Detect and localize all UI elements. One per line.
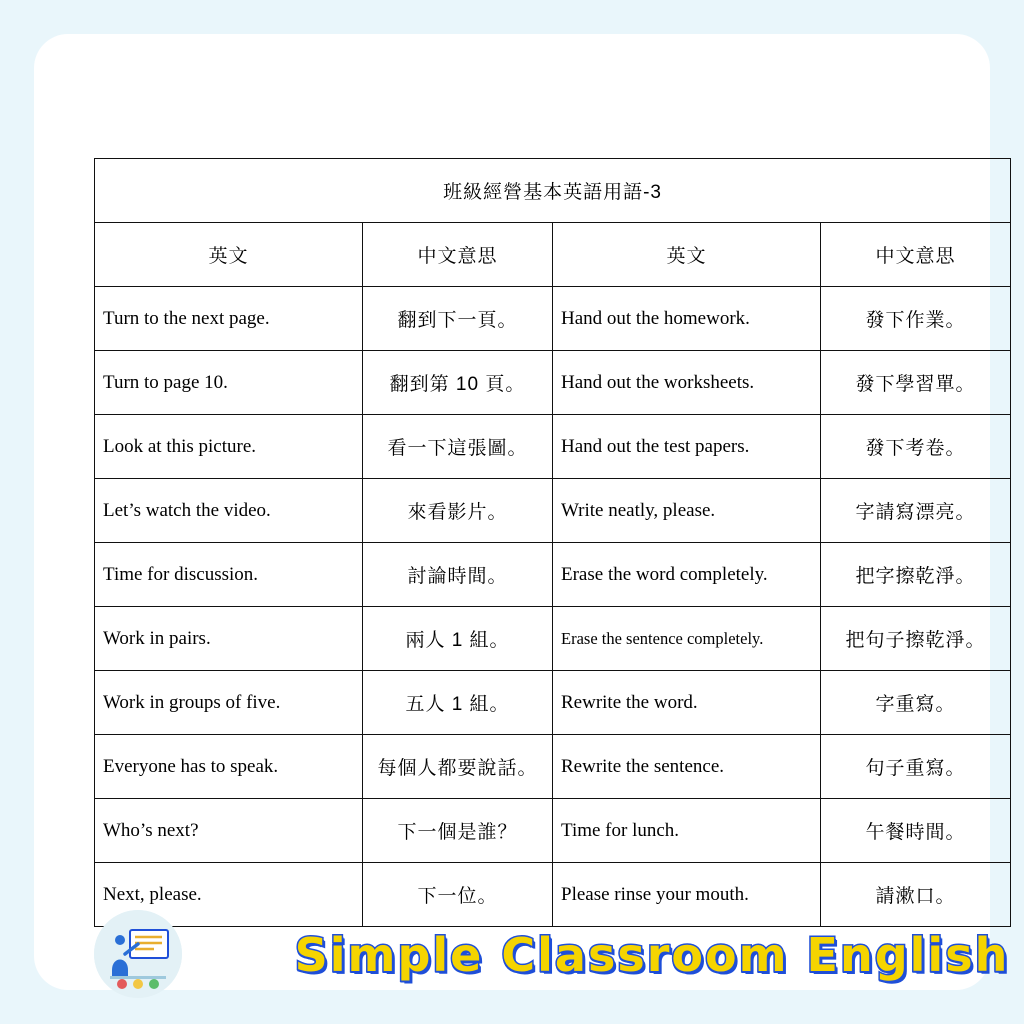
cell-chinese-left: 討論時間。 — [363, 543, 553, 607]
cell-chinese-right: 把字擦乾淨。 — [821, 543, 1011, 607]
cell-chinese-left: 下一個是誰？ — [363, 799, 553, 863]
column-header-english-1: 英文 — [95, 223, 363, 287]
cell-chinese-right: 字重寫。 — [821, 671, 1011, 735]
cell-english-left: Everyone has to speak. — [95, 735, 363, 799]
cell-english-left: Turn to the next page. — [95, 287, 363, 351]
cell-english-left: Work in groups of five. — [95, 671, 363, 735]
cell-english-right: Erase the word completely. — [553, 543, 821, 607]
cell-chinese-left: 每個人都要說話。 — [363, 735, 553, 799]
cell-chinese-right: 發下學習單。 — [821, 351, 1011, 415]
cell-chinese-left: 五人 1 組。 — [363, 671, 553, 735]
table-row — [95, 543, 1011, 607]
teacher-whiteboard-logo-icon — [94, 910, 182, 998]
cell-chinese-left: 翻到第 10 頁。 — [363, 351, 553, 415]
cell-english-left: Let’s watch the video. — [95, 479, 363, 543]
cell-chinese-right: 字請寫漂亮。 — [821, 479, 1011, 543]
cell-english-left: Time for discussion. — [95, 543, 363, 607]
table-row — [95, 479, 1011, 543]
table-row — [95, 799, 1011, 863]
cell-chinese-right: 午餐時間。 — [821, 799, 1011, 863]
cell-chinese-left: 來看影片。 — [363, 479, 553, 543]
cell-english-right: Erase the sentence completely. — [553, 607, 821, 671]
cell-english-left: Turn to page 10. — [95, 351, 363, 415]
brand-title — [294, 916, 1010, 996]
cell-chinese-right: 發下考卷。 — [821, 415, 1011, 479]
cell-english-right: Hand out the test papers. — [553, 415, 821, 479]
column-header-chinese-1: 中文意思 — [363, 223, 553, 287]
cell-chinese-right: 請漱口。 — [821, 863, 1011, 927]
table-row — [95, 415, 1011, 479]
cell-chinese-right: 把句子擦乾淨。 — [821, 607, 1011, 671]
cell-english-left: Work in pairs. — [95, 607, 363, 671]
cell-english-right: Hand out the homework. — [553, 287, 821, 351]
table-row — [95, 735, 1011, 799]
cell-english-right: Time for lunch. — [553, 799, 821, 863]
column-header-chinese-2: 中文意思 — [821, 223, 1011, 287]
cell-english-right: Please rinse your mouth. — [553, 863, 821, 927]
cell-english-right: Write neatly, please. — [553, 479, 821, 543]
cell-chinese-right: 句子重寫。 — [821, 735, 1011, 799]
cell-chinese-left: 翻到下一頁。 — [363, 287, 553, 351]
cell-english-right: Rewrite the sentence. — [553, 735, 821, 799]
cell-english-left: Next, please. — [95, 863, 363, 927]
cell-english-right: Rewrite the word. — [553, 671, 821, 735]
cell-chinese-right: 發下作業。 — [821, 287, 1011, 351]
column-header-english-2: 英文 — [553, 223, 821, 287]
table-row — [95, 287, 1011, 351]
table-row — [95, 351, 1011, 415]
table-row — [95, 607, 1011, 671]
brand-title-text: Simple Classroom English — [294, 928, 1010, 982]
phrase-table-container — [94, 158, 1010, 907]
table-header-row — [95, 223, 1011, 287]
footer — [94, 900, 1010, 1010]
cell-chinese-left: 看一下這張圖。 — [363, 415, 553, 479]
cell-english-right: Hand out the worksheets. — [553, 351, 821, 415]
cell-english-left: Look at this picture. — [95, 415, 363, 479]
table-title: 班級經營基本英語用語-3 — [95, 159, 1011, 223]
cell-chinese-left: 下一位。 — [363, 863, 553, 927]
cell-chinese-left: 兩人 1 組。 — [363, 607, 553, 671]
cell-english-left: Who’s next? — [95, 799, 363, 863]
table-title-row — [95, 159, 1011, 223]
content-card — [34, 34, 1010, 990]
phrase-table — [94, 158, 1011, 927]
table-row — [95, 671, 1011, 735]
